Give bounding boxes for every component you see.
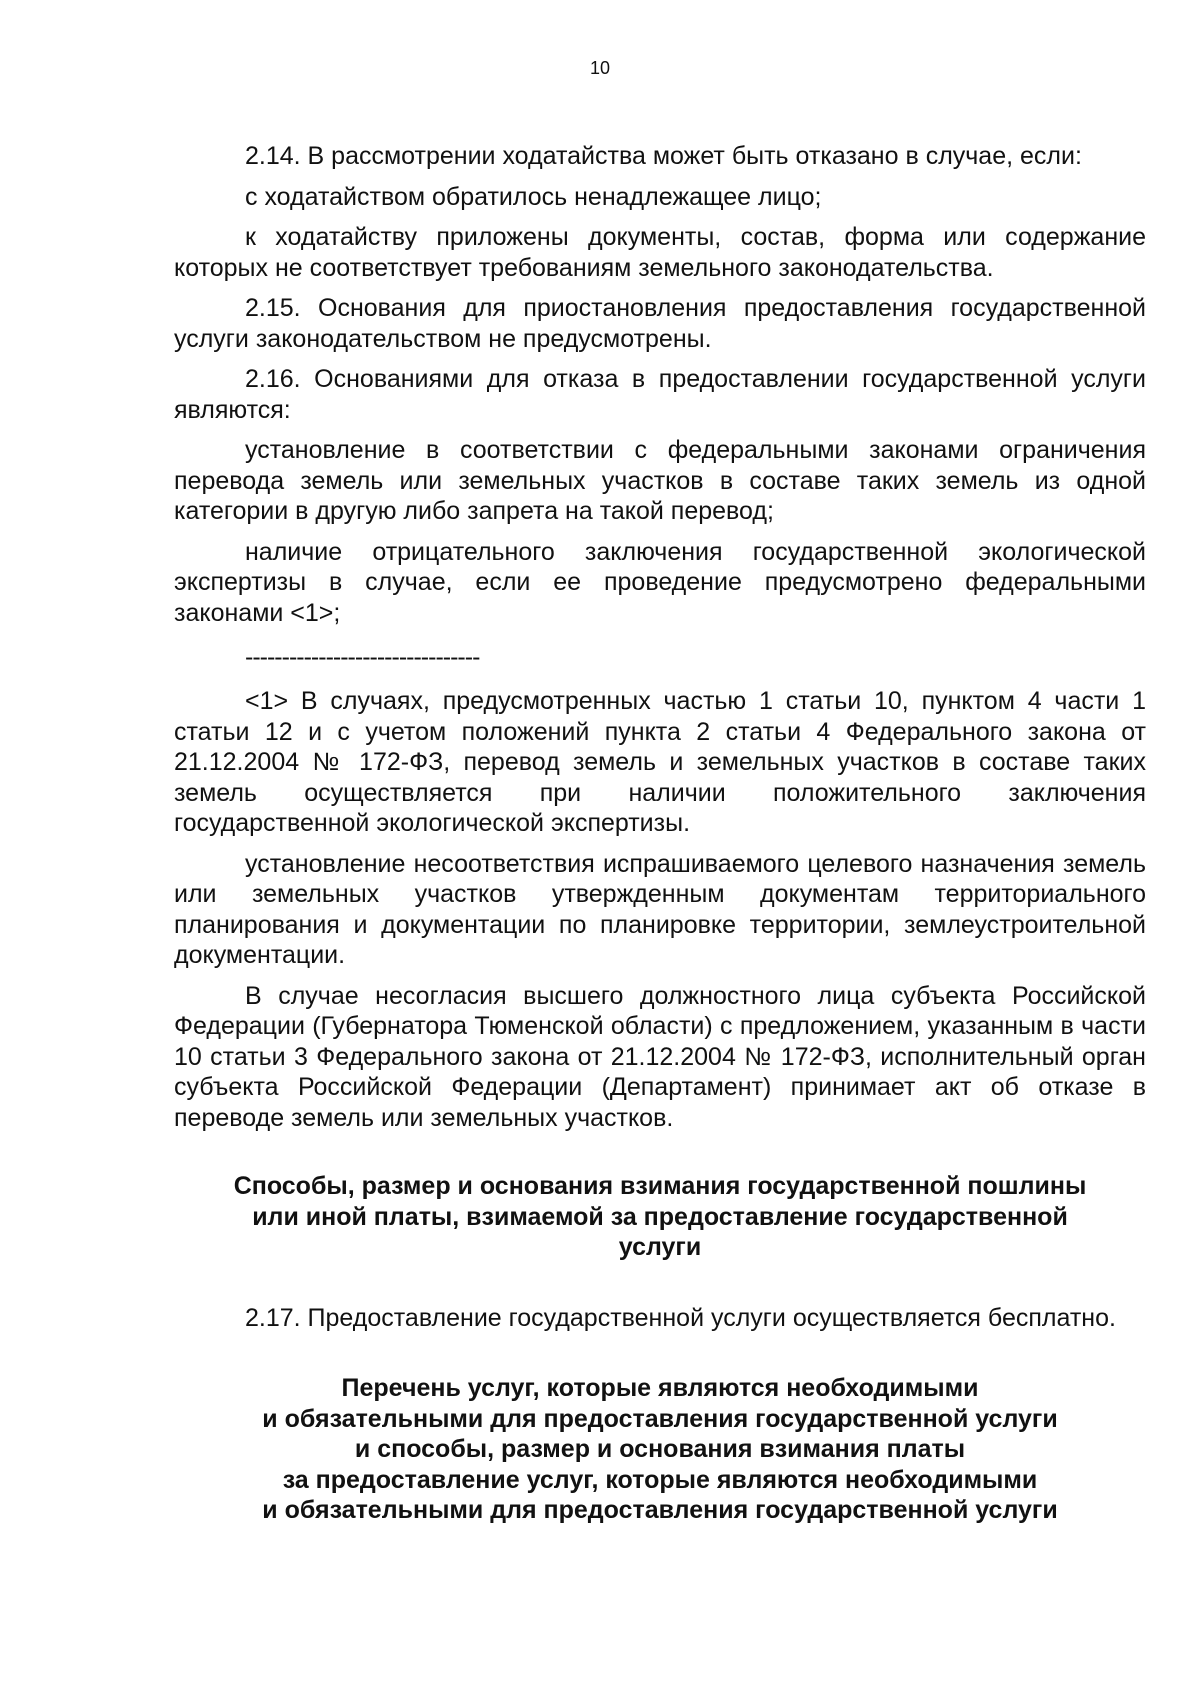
section-heading-required-services: Перечень услуг, которые являются необходимыми и обязательными для предоставления государственной услуги и способы, размер и основания взимания платы за предоставление услуг, которые являются необходимыми и обязательными для предоставления государственной услуги [262, 1374, 1058, 1524]
paragraph-restriction: установление в соответствии с федеральными законами ограничения перевода земель или земельных участков в составе таких земель из одной категории в другую либо запрета на такой перевод; [174, 436, 1146, 525]
paragraph-documents-mismatch: к ходатайству приложены документы, состав, форма или содержание которых не соответствует требованиям земельного законодательства. [174, 223, 1146, 282]
paragraph-negative-expertise: наличие отрицательного заключения государственной экологической экспертизы в случае, если ее проведение предусмотрено федеральными законами <1>; [174, 537, 1146, 627]
paragraph-2-15: 2.15. Основания для приостановления предоставления государственной услуги законодательством не предусмотрены. [174, 294, 1146, 353]
paragraph-improper-person: с ходатайством обратилось ненадлежащее лицо; [245, 182, 822, 211]
paragraph-2-16: 2.16. Основаниями для отказа в предоставлении государственной услуги являются: [174, 365, 1146, 424]
paragraph-purpose-mismatch: установление несоответствия испрашиваемого целевого назначения земель или земельных участков утвержденным документам территориального планирования и документации по планировке территории, землеустроительной документации. [174, 849, 1146, 969]
paragraph-2-17: 2.17. Предоставление государственной услуги осуществляется бесплатно. [245, 1303, 1116, 1332]
paragraph-governor-disagreement: В случае несогласия высшего должностного лица субъекта Российской Федерации (Губернатора Тюменской области) с предложением, указанным в части 10 статьи 3 Федерального закона от 21.12.2004 № 172-ФЗ, исполнительный орган субъекта Российской Федерации (Департамент) принимает акт об отказе в переводе земель или земельных участков. [174, 981, 1146, 1132]
document-body [174, 141, 1146, 1526]
page-number: 10 [589, 58, 611, 78]
section-heading-fees: Способы, размер и основания взимания государственной пошлины или иной платы, взимаемой за предоставление государственной услуги [233, 1172, 1087, 1261]
footnote-separator: -------------------------------- [245, 643, 480, 671]
footnote-1: <1> В случаях, предусмотренных частью 1 статьи 10, пунктом 4 части 1 статьи 12 и с учетом положений пункта 2 статьи 4 Федерального закона от 21.12.2004 № 172-ФЗ, перевод земель и земельных участков в составе таких земель осуществляется при наличии положительного заключения государственной экологической экспертизы. [174, 687, 1146, 837]
paragraph-2-14: 2.14. В рассмотрении ходатайства может быть отказано в случае, если: [245, 142, 1082, 170]
